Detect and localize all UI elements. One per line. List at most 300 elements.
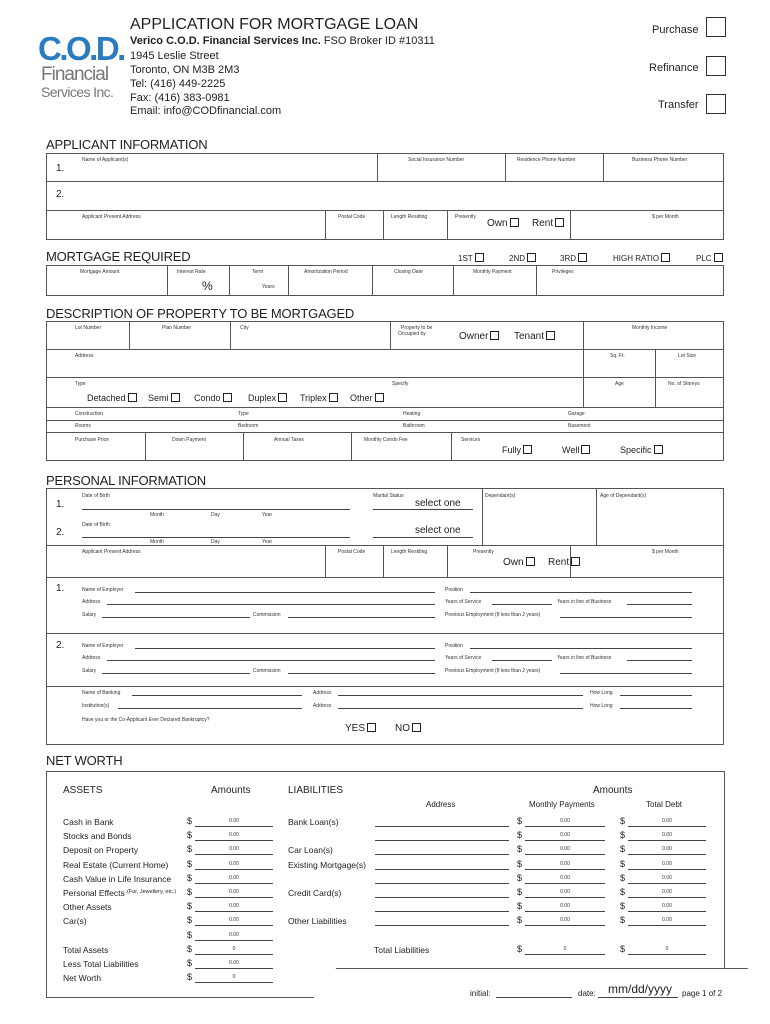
month-2-label: Month — [150, 539, 164, 545]
asset-row-label: Cash Value in Life Insurance — [63, 874, 172, 884]
institution-label: Institution(s) — [82, 703, 110, 709]
marital-select-2[interactable]: select one — [415, 525, 461, 536]
logo-cod: C.O.D. — [38, 30, 124, 67]
liability-debt-dollar: $ — [620, 901, 626, 911]
tenant-option[interactable] — [514, 331, 555, 342]
rooms-label: Rooms — [75, 423, 91, 429]
down-payment-label: Down Payment — [172, 437, 206, 443]
asset-row-dollar: $ — [187, 830, 193, 840]
condo-checkbox[interactable] — [223, 393, 232, 402]
plan-number-label: Plan Number — [162, 325, 192, 331]
asset-row-dollar: $ — [187, 915, 193, 925]
well-option[interactable] — [562, 445, 590, 455]
asset-row-value[interactable]: 0.00 — [229, 889, 239, 895]
liability-pay-line — [525, 897, 605, 898]
own-label: Own — [487, 218, 508, 229]
mortgage-section — [46, 265, 724, 296]
third-option[interactable] — [560, 253, 587, 263]
high-ratio-label: HIGH RATIO — [613, 254, 660, 263]
semi-option[interactable] — [148, 393, 180, 403]
occupied-by-label: Occupied by — [398, 331, 426, 337]
bankruptcy-question: Have you or the Co-Applicant Ever Declared Bankruptcy? — [82, 717, 210, 723]
condo-label: Condo — [194, 393, 221, 403]
tenant-checkbox[interactable] — [546, 331, 555, 340]
liability-debt-line — [628, 869, 706, 870]
assets-heading: ASSETS — [63, 785, 103, 796]
asset-row-note: (Fur, Jewellery, etc.) — [127, 889, 177, 895]
personal-postal-label: Postal Code — [338, 549, 366, 555]
purchase-checkbox[interactable] — [706, 17, 726, 37]
employment-1-number: 1. — [56, 583, 65, 594]
applicant-2-number: 2. — [56, 189, 65, 200]
date-field[interactable]: mm/dd/yyyy — [608, 982, 673, 996]
personal-own-option[interactable] — [503, 557, 535, 568]
liability-address-field[interactable] — [375, 826, 509, 827]
liabilities-heading: LIABILITIES — [288, 785, 344, 796]
present-address-label: Applicant Present Address — [82, 214, 141, 220]
employer-2-label: Name of Employer — [82, 643, 124, 649]
liability-pay-line — [525, 883, 605, 884]
interest-rate-label: Interest Rate — [177, 269, 206, 275]
construction-label: Construction — [75, 411, 104, 417]
applicant-1-number: 1. — [56, 163, 65, 174]
storeys-label: No. of Storeys — [668, 381, 700, 387]
lot-size-label: Lot Size — [678, 353, 697, 359]
asset-row-line — [195, 883, 273, 884]
fully-checkbox[interactable] — [523, 445, 532, 454]
liability-address-field[interactable] — [375, 911, 509, 912]
asset-row-label: Other Assets — [63, 902, 112, 912]
fully-label: Fully — [502, 445, 522, 455]
asset-row-value[interactable]: 0.00 — [229, 917, 239, 923]
condo-fee-label: Monthly Condo Fee — [364, 437, 408, 443]
liability-pay-dollar: $ — [517, 901, 523, 911]
net-worth-dollar: $ — [187, 972, 193, 982]
lot-number-label: Lot Number — [75, 325, 102, 331]
initial-field[interactable] — [496, 997, 572, 998]
liability-address-field[interactable] — [375, 869, 509, 870]
liability-debt-dollar: $ — [620, 859, 626, 869]
liability-debt-dollar: $ — [620, 887, 626, 897]
rent-checkbox[interactable] — [555, 218, 564, 227]
asset-row-value[interactable]: 0.00 — [229, 875, 239, 881]
applicant-names-label: Name of Applicant(s) — [82, 157, 129, 163]
person-2-number: 2. — [56, 527, 65, 538]
asset-row-dollar: $ — [187, 844, 193, 854]
liability-pay-dollar: $ — [517, 830, 523, 840]
monthly-payments-heading: Monthly Payments — [529, 800, 595, 809]
salary-1-label: Salary — [82, 612, 97, 618]
liability-debt-line — [628, 840, 706, 841]
networth-heading: NET WORTH — [46, 753, 123, 768]
asset-row-value[interactable]: 0.00 — [229, 861, 239, 867]
total-assets-dollar: $ — [187, 944, 193, 954]
liability-pay-line — [525, 826, 605, 827]
amortization-label: Amortization Period — [304, 269, 348, 275]
bus-phone-label: Business Phone Number — [632, 157, 688, 163]
total-liab-debt-value[interactable]: 0 — [665, 946, 669, 952]
liability-debt-line — [628, 883, 706, 884]
semi-label: Semi — [148, 393, 169, 403]
semi-checkbox[interactable] — [171, 393, 180, 402]
other-checkbox[interactable] — [375, 393, 384, 402]
liability-pay-value[interactable]: 0.00 — [560, 917, 570, 923]
owner-option[interactable] — [459, 331, 499, 342]
liability-row-label: Bank Loan(s) — [288, 817, 339, 827]
third-checkbox[interactable] — [578, 253, 587, 262]
total-liab-debt-dollar: $ — [620, 944, 626, 954]
asset-row-dollar: $ — [187, 887, 193, 897]
asset-row-value[interactable]: 0.00 — [229, 932, 239, 938]
well-label: Well — [562, 445, 580, 455]
fully-option[interactable] — [502, 445, 532, 455]
liability-pay-dollar: $ — [517, 887, 523, 897]
detached-label: Detached — [87, 393, 126, 403]
year-1-label: Year — [262, 512, 273, 518]
purchase-label: Purchase — [652, 24, 699, 36]
owner-checkbox[interactable] — [490, 331, 499, 340]
triplex-checkbox[interactable] — [329, 393, 338, 402]
well-checkbox[interactable] — [581, 445, 590, 454]
asset-row-line — [195, 854, 273, 855]
personal-rent-option[interactable] — [548, 557, 580, 568]
total-assets-value[interactable]: 0 — [232, 946, 236, 952]
rent-label: Rent — [532, 218, 554, 229]
day-2-label: Day — [211, 539, 220, 545]
other-label: Other — [350, 393, 373, 403]
asset-row-value[interactable]: 0.00 — [229, 832, 239, 838]
own-checkbox[interactable] — [510, 218, 519, 227]
percent-sign: % — [202, 279, 213, 293]
detached-option[interactable] — [87, 393, 137, 403]
monthly-payment-label: Monthly Payment — [473, 269, 512, 275]
liability-debt-value[interactable]: 0.00 — [662, 846, 672, 852]
liability-pay-value[interactable]: 0.00 — [560, 861, 570, 867]
liability-pay-line — [525, 840, 605, 841]
asset-row-label: Car(s) — [63, 916, 87, 926]
owner-label: Owner — [459, 331, 489, 342]
high-ratio-option[interactable] — [613, 253, 670, 263]
specify-label: Specify — [392, 381, 409, 387]
employer-1-label: Name of Employer — [82, 587, 124, 593]
liability-debt-value[interactable]: 0.00 — [662, 832, 672, 838]
specific-checkbox[interactable] — [654, 445, 663, 454]
triplex-label: Triplex — [300, 393, 327, 403]
less-total-label: Less Total Liabilities — [63, 959, 139, 969]
asset-row-line — [195, 897, 273, 898]
per-month-label: $ per Month — [652, 214, 679, 220]
marital-status-label: Marital Status — [373, 493, 404, 499]
second-label: 2ND — [509, 254, 526, 263]
property-address-label: Address — [75, 353, 94, 359]
yes-checkbox[interactable] — [367, 723, 376, 732]
dependants-label: Dependant(s) — [485, 493, 516, 499]
asset-row-label: Stocks and Bonds — [63, 831, 132, 841]
bank-address-1-label: Address — [313, 690, 332, 696]
third-label: 3RD — [560, 254, 577, 263]
duplex-label: Duplex — [248, 393, 277, 403]
bathroom-label: Bathroom — [403, 423, 425, 429]
liability-debt-dollar: $ — [620, 844, 626, 854]
liability-debt-value[interactable]: 0.00 — [662, 861, 672, 867]
res-phone-label: Residence Phone Number — [517, 157, 576, 163]
liability-debt-line — [628, 911, 706, 912]
asset-row-dollar: $ — [187, 901, 193, 911]
asset-row-dollar: $ — [187, 859, 193, 869]
triplex-option[interactable] — [300, 393, 338, 403]
company-name: Verico C.O.D. Financial Services Inc. — [130, 35, 321, 47]
prev-employment-2-label: Previous Employment (If less than 2 years) — [445, 668, 541, 674]
yes-option[interactable] — [345, 723, 376, 734]
asset-row-label: Deposit on Property — [63, 845, 139, 855]
duplex-option[interactable] — [248, 393, 287, 403]
rent-option[interactable] — [532, 218, 564, 229]
monthly-income-label: Monthly Income — [632, 325, 668, 331]
applicant-section — [46, 153, 724, 240]
own-option[interactable] — [487, 218, 519, 229]
liability-debt-line — [628, 925, 706, 926]
liability-pay-dollar: $ — [517, 915, 523, 925]
personal-heading: PERSONAL INFORMATION — [46, 473, 206, 488]
plc-checkbox[interactable] — [714, 253, 723, 262]
asset-row-line — [195, 869, 273, 870]
date-label: date: — [578, 989, 596, 998]
position-1-label: Position — [445, 587, 463, 593]
asset-row-line — [195, 940, 273, 941]
refinance-label: Refinance — [649, 62, 699, 74]
first-checkbox[interactable] — [475, 253, 484, 262]
liability-pay-value[interactable]: 0.00 — [560, 889, 570, 895]
total-debt-heading: Total Debt — [646, 800, 683, 809]
liability-debt-line — [628, 826, 706, 827]
city-label: City — [240, 325, 249, 331]
second-option[interactable] — [509, 253, 536, 263]
person-1-number: 1. — [56, 499, 65, 510]
liability-pay-value[interactable]: 0.00 — [560, 818, 570, 824]
company-line — [130, 35, 435, 47]
no-checkbox[interactable] — [412, 723, 421, 732]
total-assets-label: Total Assets — [63, 945, 109, 955]
personal-presently-label: Presently — [473, 549, 494, 555]
duplex-checkbox[interactable] — [278, 393, 287, 402]
total-liab-pay-value[interactable]: 0 — [563, 946, 567, 952]
how-long-2-label: How Long — [590, 703, 613, 709]
net-worth-value[interactable]: 0 — [232, 974, 236, 980]
postal-code-label: Postal Code — [338, 214, 366, 220]
sqft-label: Sq. Ft. — [610, 353, 625, 359]
asset-row-label: Cash in Bank — [63, 817, 114, 827]
company-email: Email: info@CODfinancial.com — [130, 105, 282, 117]
liability-debt-value[interactable]: 0.00 — [662, 818, 672, 824]
years-service-1-label: Years of Service — [445, 599, 482, 605]
type-label: Type — [75, 381, 86, 387]
total-liab-pay-dollar: $ — [517, 944, 523, 954]
banking-label: Name of Banking — [82, 690, 121, 696]
asset-row-dollar: $ — [187, 816, 193, 826]
no-label: NO — [395, 723, 410, 734]
liability-pay-value[interactable]: 0.00 — [560, 903, 570, 909]
liability-pay-line — [525, 869, 605, 870]
liability-debt-value[interactable]: 0.00 — [662, 889, 672, 895]
transfer-label: Transfer — [658, 99, 699, 111]
construction-type-label: Type — [238, 411, 249, 417]
company-city: Toronto, ON M3B 2M3 — [130, 64, 240, 76]
liability-pay-line — [525, 854, 605, 855]
prev-employment-1-label: Previous Employment (If less than 2 years) — [445, 612, 541, 618]
asset-row-line — [195, 840, 273, 841]
month-1-label: Month — [150, 512, 164, 518]
liability-address-field[interactable] — [375, 897, 509, 898]
garage-label: Garage — [568, 411, 585, 417]
personal-rent-label: Rent — [548, 557, 570, 568]
asset-row-dollar: $ — [187, 930, 193, 940]
liability-row-label: Credit Card(s) — [288, 888, 342, 898]
liability-address-field[interactable] — [375, 883, 509, 884]
initial-label: initial: — [470, 989, 491, 998]
specific-option[interactable] — [620, 445, 663, 455]
liability-debt-line — [628, 854, 706, 855]
liability-pay-dollar: $ — [517, 859, 523, 869]
age-label: Age — [615, 381, 624, 387]
marital-select-1[interactable]: select one — [415, 498, 461, 509]
tenant-label: Tenant — [514, 331, 545, 342]
years-line-2-label: Years in line of Business — [557, 655, 612, 661]
company-tel: Tel: (416) 449-2225 — [130, 78, 226, 90]
liability-debt-value[interactable]: 0.00 — [662, 917, 672, 923]
closing-date-label: Closing Date — [394, 269, 423, 275]
logo-financial: Financial — [41, 64, 109, 85]
salary-2-label: Salary — [82, 668, 97, 674]
liability-pay-value[interactable]: 0.00 — [560, 875, 570, 881]
less-total-dollar: $ — [187, 958, 193, 968]
asset-row-label: Real Estate (Current Home) — [63, 860, 169, 870]
liability-pay-value[interactable]: 0.00 — [560, 846, 570, 852]
emp-address-1-label: Address — [82, 599, 101, 605]
liability-debt-dollar: $ — [620, 830, 626, 840]
company-street: 1945 Leslie Street — [130, 50, 219, 62]
dependants-age-label: Age of Dependant(s) — [600, 493, 647, 499]
transfer-checkbox[interactable] — [706, 94, 726, 114]
liability-debt-dollar: $ — [620, 915, 626, 925]
asset-row-value[interactable]: 0.00 — [229, 846, 239, 852]
condo-option[interactable] — [194, 393, 232, 403]
other-option[interactable] — [350, 393, 384, 403]
years-service-2-label: Years of Service — [445, 655, 482, 661]
form-title: APPLICATION FOR MORTGAGE LOAN — [130, 16, 419, 33]
less-total-value[interactable]: 0.00 — [229, 960, 239, 966]
yes-label: YES — [345, 723, 366, 734]
liability-row-label: Other Liabilities — [288, 916, 347, 926]
asset-row-label: Personal Effects — [63, 888, 125, 898]
liability-address-field[interactable] — [375, 925, 509, 926]
liability-address-field[interactable] — [375, 854, 509, 855]
liability-pay-dollar: $ — [517, 844, 523, 854]
privileges-label: Privileges — [552, 269, 574, 275]
employment-2-number: 2. — [56, 640, 65, 651]
commission-2-label: Commission — [253, 668, 281, 674]
services-label: Services — [461, 437, 481, 443]
asset-row-value[interactable]: 0.00 — [229, 818, 239, 824]
asset-row-line — [195, 826, 273, 827]
asset-row-line — [195, 925, 273, 926]
asset-row-value[interactable]: 0.00 — [229, 903, 239, 909]
liability-debt-dollar: $ — [620, 873, 626, 883]
page-number: page 1 of 2 — [682, 989, 723, 998]
detached-checkbox[interactable] — [128, 393, 137, 402]
liability-pay-line — [525, 925, 605, 926]
dob-1-label: Date of Birth — [82, 493, 110, 499]
bank-address-2-label: Address — [313, 703, 332, 709]
first-label: 1ST — [458, 254, 473, 263]
high-ratio-checkbox[interactable] — [661, 253, 670, 262]
specific-label: Specific — [620, 445, 652, 455]
commission-1-label: Commission — [253, 612, 281, 618]
liability-row-label: Existing Mortgage(s) — [288, 860, 366, 870]
liability-row-label: Car Loan(s) — [288, 845, 333, 855]
liability-address-field[interactable] — [375, 840, 509, 841]
purchase-price-label: Purchase Price — [75, 437, 109, 443]
asset-row-dollar: $ — [187, 873, 193, 883]
mortgage-amount-label: Mortgage Amount — [80, 269, 120, 275]
presently-label: Presently — [455, 214, 476, 220]
liabilities-amounts-heading: Amounts — [593, 785, 633, 796]
emp-address-2-label: Address — [82, 655, 101, 661]
position-2-label: Position — [445, 643, 463, 649]
net-worth-label: Net Worth — [63, 973, 102, 983]
total-liabilities-label: Total Liabilities — [374, 945, 430, 955]
personal-length-label: Length Residing — [391, 549, 428, 555]
liability-pay-dollar: $ — [517, 873, 523, 883]
liab-address-heading: Address — [426, 800, 456, 809]
liability-pay-value[interactable]: 0.00 — [560, 832, 570, 838]
personal-own-checkbox[interactable] — [526, 557, 535, 566]
length-residing-label: Length Residing — [391, 214, 428, 220]
how-long-1-label: How Long — [590, 690, 613, 696]
personal-own-label: Own — [503, 557, 524, 568]
liability-debt-value[interactable]: 0.00 — [662, 903, 672, 909]
liability-debt-value[interactable]: 0.00 — [662, 875, 672, 881]
asset-row-line — [195, 911, 273, 912]
annual-taxes-label: Annual Taxes — [274, 437, 304, 443]
liability-debt-line — [628, 897, 706, 898]
company-fax: Fax: (416) 383-0981 — [130, 92, 230, 104]
liability-pay-line — [525, 911, 605, 912]
personal-per-month-label: $ per Month — [652, 549, 679, 555]
no-option[interactable] — [395, 723, 421, 734]
second-checkbox[interactable] — [527, 253, 536, 262]
years-label: Years — [262, 284, 275, 290]
dob-2-label: Date of Birth — [82, 522, 110, 528]
broker-id: FSO Broker ID #10311 — [323, 35, 435, 47]
sin-label: Social Insurance Number — [408, 157, 465, 163]
years-line-1-label: Years in line of Business — [557, 599, 612, 605]
term-label: Term — [252, 269, 264, 275]
day-1-label: Day — [211, 512, 220, 518]
basement-label: Basement — [568, 423, 591, 429]
plc-option[interactable] — [696, 253, 723, 263]
heating-label: Heating — [403, 411, 421, 417]
liability-debt-dollar: $ — [620, 816, 626, 826]
refinance-checkbox[interactable] — [706, 56, 726, 76]
personal-rent-checkbox[interactable] — [571, 557, 580, 566]
plc-label: PLC — [696, 254, 712, 263]
personal-address-label: Applicant Present Address — [82, 549, 141, 555]
liability-pay-dollar: $ — [517, 816, 523, 826]
property-heading: DESCRIPTION OF PROPERTY TO BE MORTGAGED — [46, 306, 355, 321]
first-option[interactable] — [458, 253, 484, 263]
bedroom-label: Bedroom — [238, 423, 259, 429]
assets-amounts-heading: Amounts — [211, 785, 251, 796]
